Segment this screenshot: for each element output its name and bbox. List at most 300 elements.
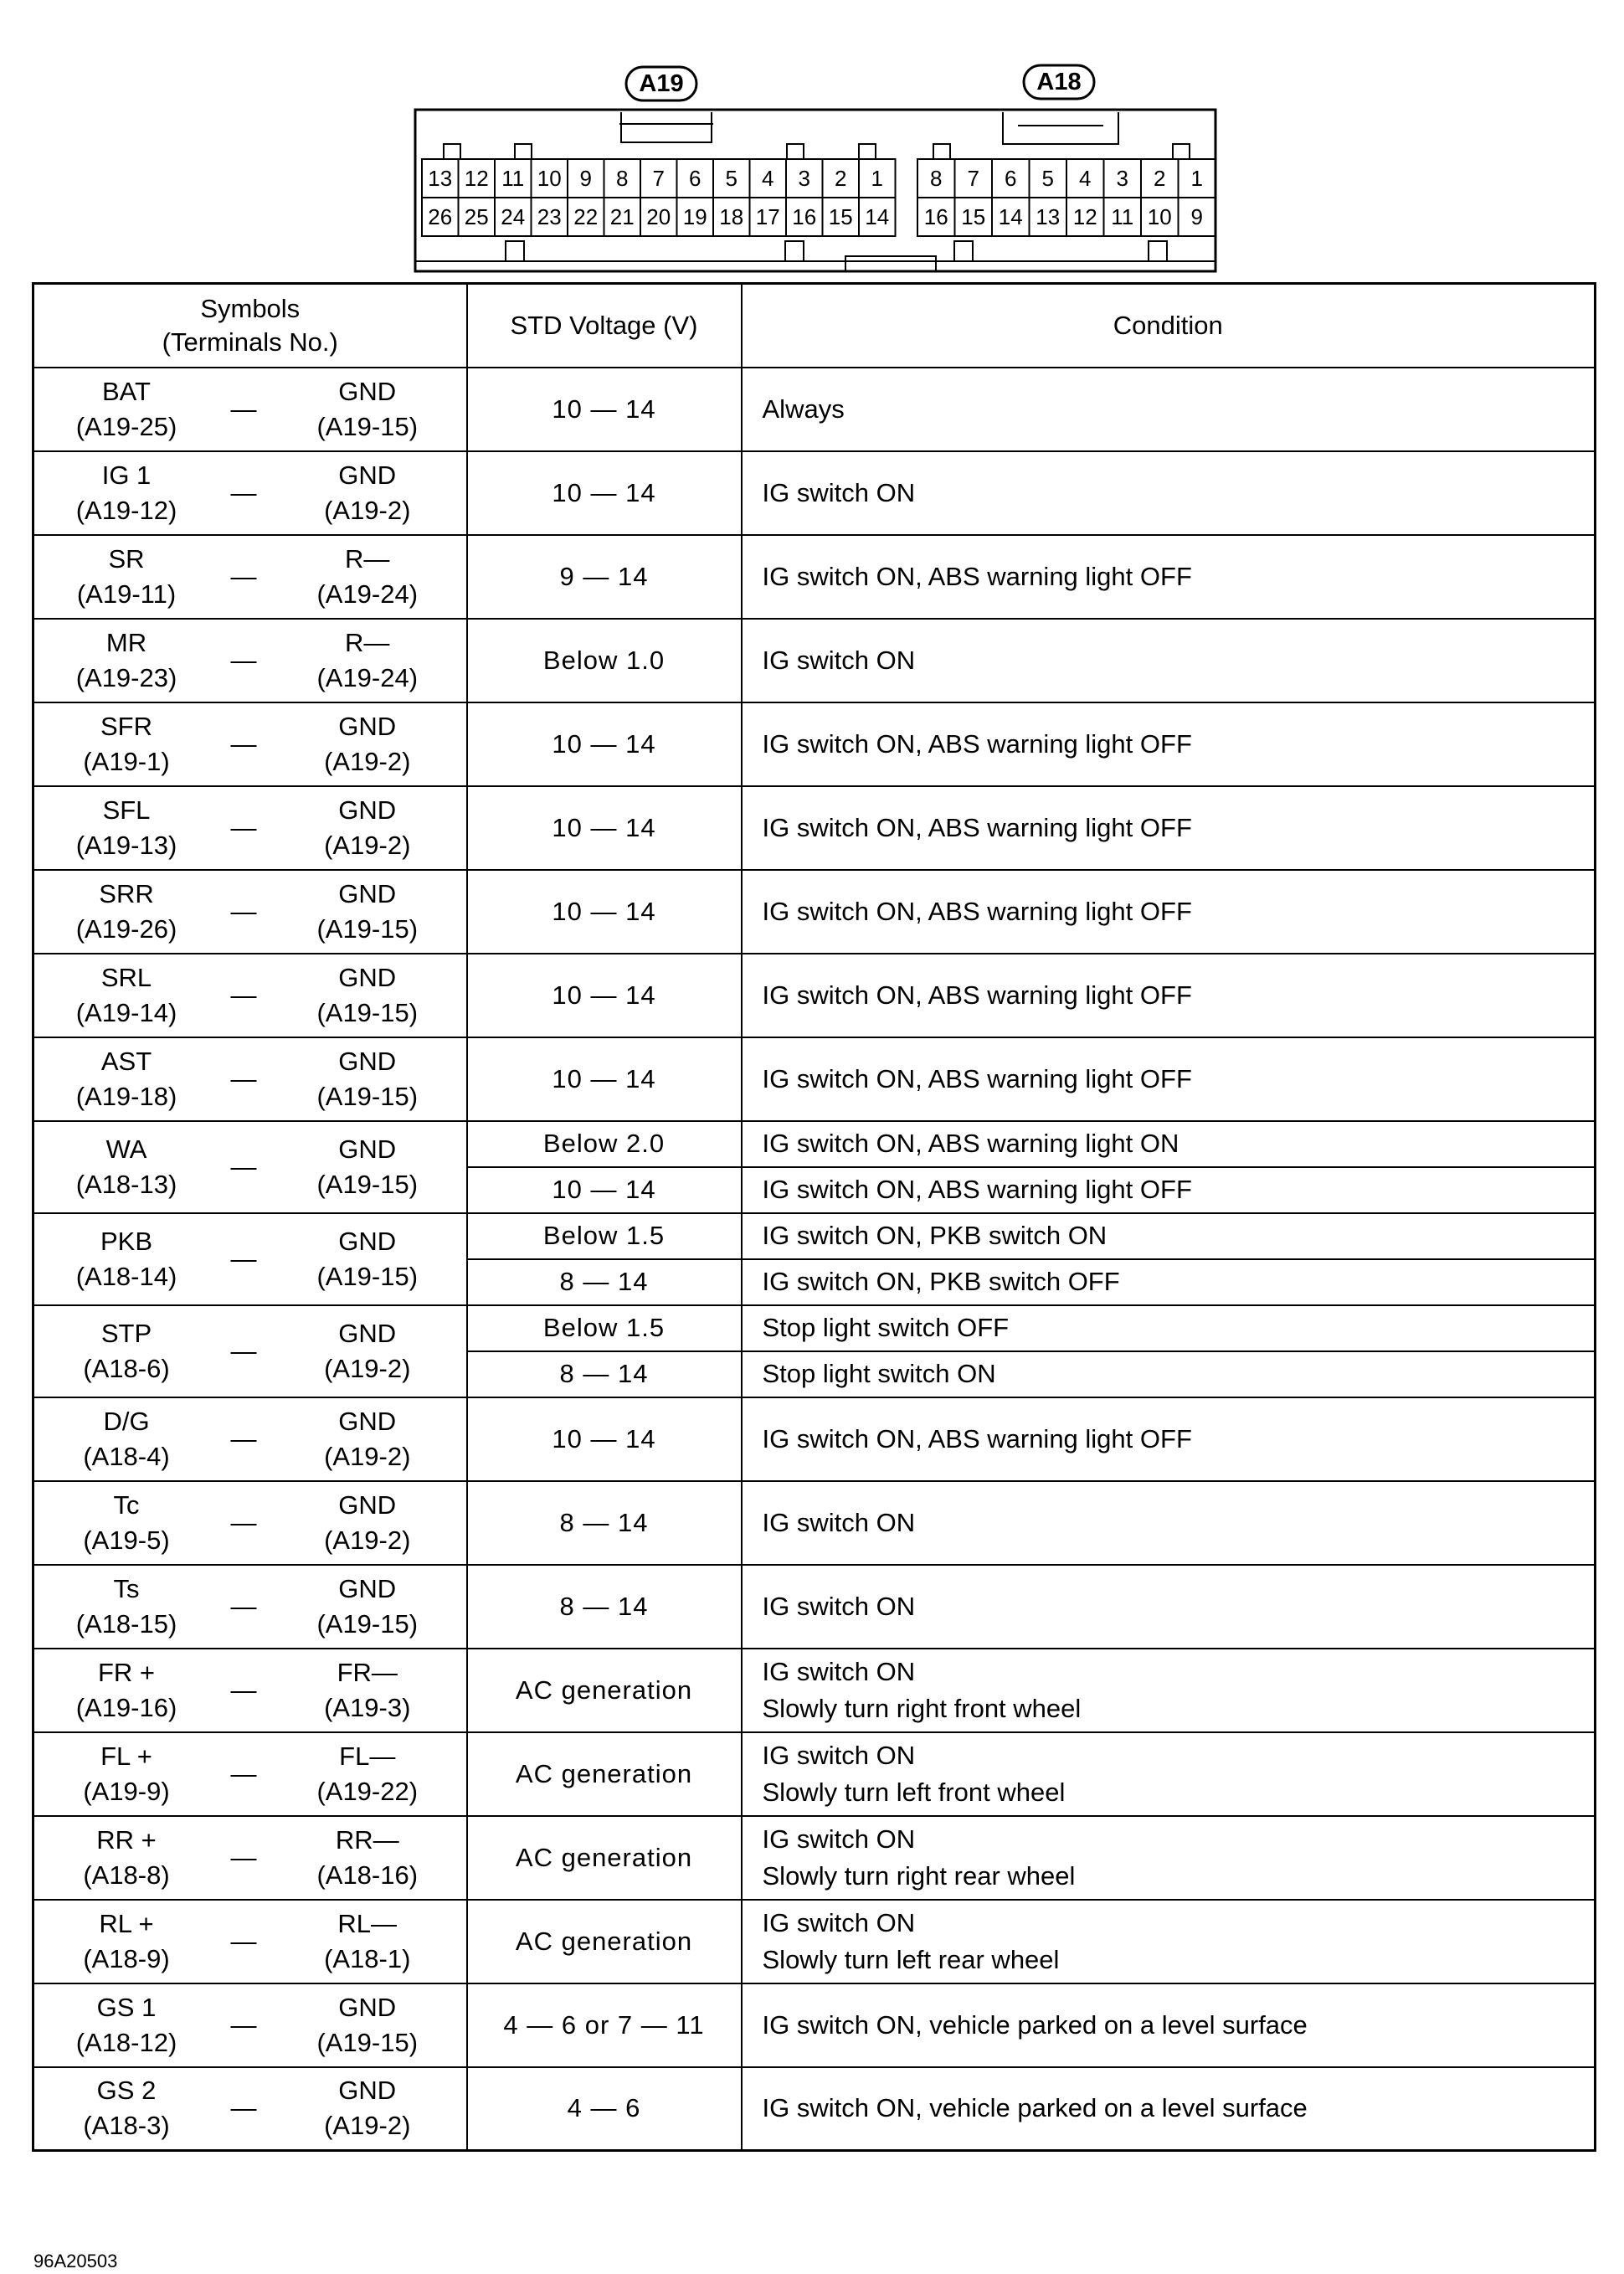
std-voltage: AC generation — [467, 1649, 742, 1732]
std-voltage: 9 — 14 — [467, 535, 742, 619]
symbol-dash: — — [230, 1151, 257, 1181]
condition — [742, 1259, 1596, 1305]
symbol-name: D/G — [103, 1406, 150, 1436]
pin-number: 2 — [835, 166, 847, 191]
std-voltage: 8 — 14 — [467, 1565, 742, 1649]
pin-number: 15 — [828, 204, 853, 229]
terminal-no: (A18-15) — [75, 1608, 177, 1639]
symbol-left — [34, 1044, 218, 1114]
symbol-name: GND — [338, 1226, 397, 1256]
symbol-dash: — — [230, 394, 257, 424]
pin-number: 3 — [798, 166, 810, 191]
figure-code: 96A20503 — [33, 2251, 118, 2271]
symbol-name: Ts — [113, 1573, 140, 1603]
symbol-right — [269, 1739, 466, 1809]
pin-number: 26 — [428, 204, 453, 229]
condition-line: IG switch ON, ABS warning light OFF — [762, 728, 1192, 759]
condition-line: IG switch ON, ABS warning light ON — [762, 1129, 1179, 1158]
table-row — [33, 2067, 1596, 2151]
symbol-right — [269, 1655, 466, 1726]
symbol-name: AST — [100, 1046, 152, 1076]
symbol-name: BAT — [102, 376, 151, 406]
condition — [742, 1900, 1596, 1983]
condition-line: IG switch ON, ABS warning light OFF — [762, 1063, 1192, 1093]
symbol-name: WA — [105, 1134, 147, 1164]
table-row — [33, 1213, 1596, 1259]
pin-number: 20 — [646, 204, 671, 229]
pin-number: 12 — [464, 166, 489, 191]
condition — [742, 619, 1596, 702]
header-std-voltage: STD Voltage (V) — [467, 284, 742, 368]
std-voltage: Below 1.5 — [467, 1213, 742, 1259]
symbol-name: SFL — [102, 795, 151, 825]
symbol-right — [269, 2073, 466, 2143]
terminal-no: (A18-6) — [83, 1353, 170, 1383]
symbol-name: SRL — [100, 962, 152, 992]
symbol-name: GND — [338, 962, 397, 992]
symbol-right — [269, 458, 466, 528]
symbol-left — [34, 2073, 218, 2143]
symbol-left — [34, 709, 218, 779]
table-row — [33, 870, 1596, 954]
symbol-left — [34, 1224, 218, 1294]
symbol-cell — [33, 1481, 467, 1565]
terminal-no: (A19-18) — [75, 1081, 177, 1111]
symbol-right — [269, 1488, 466, 1558]
symbol-cell — [33, 451, 467, 535]
condition-line: IG switch ON, PKB switch ON — [762, 1221, 1108, 1250]
pin-number: 17 — [755, 204, 780, 229]
symbol-dash: — — [230, 1758, 257, 1788]
pin-number: 14 — [998, 204, 1023, 229]
condition-line: Slowly turn right front wheel — [762, 1693, 1082, 1723]
symbol-dash: — — [230, 1243, 257, 1273]
condition — [742, 1167, 1596, 1213]
std-voltage: AC generation — [467, 1816, 742, 1900]
terminal-no: (A19-15) — [316, 1261, 419, 1291]
terminal-no: (A19-2) — [324, 746, 411, 776]
symbol-dash: — — [230, 980, 257, 1010]
symbol-left — [34, 458, 218, 528]
pin-number: 25 — [464, 204, 489, 229]
pin-number: 23 — [537, 204, 562, 229]
table-row — [33, 1900, 1596, 1983]
std-voltage: 8 — 14 — [467, 1351, 742, 1397]
symbol-left — [34, 1572, 218, 1642]
condition — [742, 368, 1596, 451]
pin-number: 6 — [1005, 166, 1017, 191]
symbol-dash: — — [230, 1591, 257, 1621]
terminal-no: (A19-24) — [316, 579, 419, 609]
symbol-cell — [33, 954, 467, 1037]
condition — [742, 451, 1596, 535]
symbol-cell — [33, 1037, 467, 1121]
std-voltage: 10 — 14 — [467, 451, 742, 535]
symbol-cell — [33, 1816, 467, 1900]
std-voltage: Below 1.5 — [467, 1305, 742, 1351]
symbol-left — [34, 1906, 218, 1977]
header-symbols — [33, 284, 467, 368]
table-row — [33, 619, 1596, 702]
symbol-cell — [33, 1305, 467, 1397]
header-symbols-label: Symbols — [200, 293, 301, 323]
symbol-cell — [33, 2067, 467, 2151]
pin-number: 7 — [652, 166, 665, 191]
condition — [742, 1732, 1596, 1816]
symbol-right — [269, 1404, 466, 1474]
pin-number: 24 — [501, 204, 526, 229]
symbol-cell — [33, 1121, 467, 1213]
condition-line: IG switch ON, PKB switch OFF — [762, 1267, 1120, 1296]
pin-number: 5 — [725, 166, 737, 191]
pin-number: 5 — [1041, 166, 1054, 191]
terminal-no: (A19-22) — [316, 1776, 419, 1806]
table-row — [33, 1649, 1596, 1732]
symbol-dash: — — [230, 1063, 257, 1093]
symbol-dash: — — [230, 645, 257, 675]
symbol-name: SRR — [99, 878, 154, 908]
pin-number: 11 — [1111, 204, 1134, 229]
connector-label-a18 — [1024, 65, 1094, 99]
table-row — [33, 368, 1596, 451]
symbol-name: RR + — [96, 1824, 157, 1855]
terminal-no: (A19-1) — [83, 746, 170, 776]
pin-number: 10 — [537, 166, 562, 191]
condition — [742, 954, 1596, 1037]
symbol-right — [269, 1044, 466, 1114]
std-voltage: 10 — 14 — [467, 1037, 742, 1121]
symbol-left — [34, 1132, 218, 1202]
pin-number: 13 — [428, 166, 453, 191]
symbol-dash: — — [230, 1335, 257, 1366]
table-row — [33, 1037, 1596, 1121]
table-header-row — [33, 284, 1596, 368]
terminal-no: (A19-11) — [76, 579, 177, 609]
table-row — [33, 1732, 1596, 1816]
symbol-right — [269, 960, 466, 1031]
terminal-no: (A19-25) — [75, 411, 177, 441]
condition-line: Stop light switch OFF — [762, 1313, 1010, 1342]
condition — [742, 1305, 1596, 1351]
pin-number: 9 — [1190, 204, 1203, 229]
terminal-no: (A19-15) — [316, 1169, 419, 1199]
condition-line: IG switch ON, ABS warning light OFF — [762, 896, 1192, 926]
symbol-name: GND — [338, 2076, 397, 2106]
condition-line: IG switch ON — [762, 1740, 916, 1770]
condition-line: IG switch ON — [762, 1507, 916, 1537]
symbol-name: Tc — [113, 1489, 140, 1520]
pin-number: 14 — [865, 204, 890, 229]
symbol-right — [269, 709, 466, 779]
symbol-left — [34, 960, 218, 1031]
terminal-no: (A18-13) — [75, 1169, 177, 1199]
condition-line: IG switch ON — [762, 1824, 916, 1854]
symbol-name: GND — [338, 1573, 397, 1603]
table-row — [33, 535, 1596, 619]
symbol-name: RR— — [335, 1824, 399, 1855]
symbol-name: GND — [338, 1406, 397, 1436]
std-voltage: 10 — 14 — [467, 368, 742, 451]
connector-label-a19 — [626, 67, 696, 100]
condition-line: Slowly turn left rear wheel — [762, 1944, 1060, 1974]
symbol-left — [34, 877, 218, 947]
symbol-name: GND — [338, 795, 397, 825]
symbol-cell — [33, 1983, 467, 2067]
table-row — [33, 1983, 1596, 2067]
table-row — [33, 1816, 1596, 1900]
pin-number: 12 — [1072, 204, 1097, 229]
symbol-right — [269, 374, 466, 445]
pin-number: 9 — [579, 166, 592, 191]
symbol-name: GND — [338, 1489, 397, 1520]
table-row — [33, 786, 1596, 870]
symbol-cell — [33, 619, 467, 702]
symbol-name: R— — [345, 627, 390, 657]
terminal-no: (A19-2) — [324, 830, 411, 860]
pin-number: 21 — [609, 204, 635, 229]
symbol-name: FL— — [339, 1741, 396, 1771]
condition-line: IG switch ON — [762, 1907, 916, 1937]
terminal-no: (A18-8) — [83, 1860, 170, 1890]
symbol-right — [269, 625, 466, 696]
connector-a19-pins — [422, 159, 896, 236]
pin-number: 7 — [967, 166, 979, 191]
condition-line: IG switch ON — [762, 1591, 916, 1621]
pin-number: 18 — [719, 204, 744, 229]
condition — [742, 2067, 1596, 2151]
terminal-no: (A19-2) — [324, 1353, 411, 1383]
symbol-cell — [33, 1397, 467, 1481]
condition-line: IG switch ON, ABS warning light OFF — [762, 561, 1192, 591]
table-row — [33, 1397, 1596, 1481]
symbol-dash: — — [230, 2009, 257, 2040]
header-terminals-label: (Terminals No.) — [162, 327, 338, 357]
symbol-cell — [33, 1565, 467, 1649]
symbol-name: GND — [338, 1134, 397, 1164]
terminal-no: (A19-3) — [324, 1692, 411, 1722]
table-row — [33, 451, 1596, 535]
symbol-left — [34, 793, 218, 863]
pin-number: 15 — [961, 204, 986, 229]
condition-line: IG switch ON, vehicle parked on a level surface — [762, 2093, 1308, 2123]
terminal-no: (A19-2) — [324, 1525, 411, 1555]
std-voltage: 8 — 14 — [467, 1259, 742, 1305]
symbol-left — [34, 1823, 218, 1893]
condition — [742, 1351, 1596, 1397]
symbol-name: RL— — [337, 1908, 398, 1938]
condition — [742, 1481, 1596, 1565]
condition — [742, 1816, 1596, 1900]
terminal-no: (A19-26) — [75, 913, 177, 944]
table-row — [33, 1565, 1596, 1649]
symbol-dash: — — [230, 1423, 257, 1453]
terminal-no: (A19-15) — [316, 1608, 419, 1639]
symbol-name: RL + — [99, 1908, 154, 1938]
terminal-no: (A19-5) — [83, 1525, 170, 1555]
terminal-no: (A18-1) — [324, 1943, 411, 1973]
symbol-left — [34, 1990, 218, 2060]
connector-housing — [415, 110, 1215, 271]
symbol-right — [269, 1906, 466, 1977]
condition — [742, 1649, 1596, 1732]
symbol-dash: — — [230, 2093, 257, 2123]
std-voltage: 10 — 14 — [467, 954, 742, 1037]
symbol-right — [269, 1132, 466, 1202]
symbol-cell — [33, 1732, 467, 1816]
symbol-left — [34, 1404, 218, 1474]
table-row — [33, 1481, 1596, 1565]
pin-number: 4 — [1079, 166, 1092, 191]
condition — [742, 1037, 1596, 1121]
symbol-left — [34, 542, 218, 612]
condition-line: IG switch ON, ABS warning light OFF — [762, 980, 1192, 1010]
pin-number: 22 — [573, 204, 599, 229]
symbol-cell — [33, 1900, 467, 1983]
symbol-right — [269, 1572, 466, 1642]
symbol-right — [269, 542, 466, 612]
symbol-dash: — — [230, 812, 257, 842]
pin-number: 19 — [682, 204, 707, 229]
terminal-no: (A19-15) — [316, 997, 419, 1027]
symbol-cell — [33, 786, 467, 870]
condition-line: Always — [762, 394, 845, 424]
pin-number: 16 — [792, 204, 817, 229]
symbol-left — [34, 374, 218, 445]
condition — [742, 1121, 1596, 1167]
pin-number: 8 — [930, 166, 943, 191]
symbol-name: FR + — [97, 1657, 156, 1687]
condition-line: IG switch ON — [762, 1656, 916, 1686]
connector-diagram — [0, 0, 1624, 276]
condition — [742, 1397, 1596, 1481]
terminal-no: (A19-24) — [316, 662, 419, 692]
table-row — [33, 1121, 1596, 1167]
std-voltage: 4 — 6 or 7 — 11 — [467, 1983, 742, 2067]
terminal-no: (A19-2) — [324, 2111, 411, 2141]
symbol-dash: — — [230, 1842, 257, 1872]
symbol-name: IG 1 — [101, 460, 152, 490]
symbol-cell — [33, 702, 467, 786]
std-voltage: 10 — 14 — [467, 702, 742, 786]
std-voltage: 10 — 14 — [467, 870, 742, 954]
pin-number: 3 — [1116, 166, 1128, 191]
symbol-name: PKB — [100, 1226, 153, 1256]
condition — [742, 1213, 1596, 1259]
std-voltage: 4 — 6 — [467, 2067, 742, 2151]
symbol-name: GND — [338, 460, 397, 490]
condition-line: IG switch ON, vehicle parked on a level surface — [762, 2009, 1308, 2040]
terminal-no: (A18-14) — [75, 1261, 177, 1291]
symbol-name: GS 1 — [96, 1992, 157, 2022]
std-voltage: 8 — 14 — [467, 1481, 742, 1565]
condition — [742, 870, 1596, 954]
terminal-no: (A19-2) — [324, 1441, 411, 1471]
symbol-name: GND — [338, 711, 397, 741]
pin-number: 8 — [616, 166, 629, 191]
symbol-right — [269, 1224, 466, 1294]
symbol-name: SR — [108, 543, 145, 574]
symbol-right — [269, 877, 466, 947]
terminal-no: (A19-16) — [75, 1692, 177, 1722]
pin-number: 16 — [923, 204, 948, 229]
pin-number: 4 — [762, 166, 774, 191]
condition-line: Slowly turn left front wheel — [762, 1777, 1066, 1807]
symbol-name: GND — [338, 376, 397, 406]
condition — [742, 1565, 1596, 1649]
terminal-no: (A19-15) — [316, 411, 419, 441]
table-row — [33, 954, 1596, 1037]
pin-number: 1 — [871, 166, 883, 191]
condition-line: IG switch ON — [762, 477, 916, 507]
symbol-cell — [33, 368, 467, 451]
pin-number: 11 — [501, 166, 525, 191]
connector-a18-pins — [917, 159, 1215, 236]
terminal-no: (A18-12) — [75, 2027, 177, 2057]
pin-number: 6 — [689, 166, 702, 191]
terminal-no: (A19-15) — [316, 2027, 419, 2057]
symbol-name: R— — [345, 543, 390, 574]
symbol-name: GND — [338, 1318, 397, 1348]
condition — [742, 786, 1596, 870]
condition — [742, 1983, 1596, 2067]
std-voltage: AC generation — [467, 1732, 742, 1816]
condition — [742, 702, 1596, 786]
condition-line: Slowly turn right rear wheel — [762, 1860, 1076, 1891]
terminal-no: (A19-13) — [75, 830, 177, 860]
terminal-no: (A19-15) — [316, 1081, 419, 1111]
symbol-cell — [33, 1213, 467, 1305]
symbol-right — [269, 1990, 466, 2060]
pin-number: 13 — [1036, 204, 1061, 229]
symbol-name: GND — [338, 878, 397, 908]
condition-line: Stop light switch ON — [762, 1359, 996, 1388]
symbol-dash: — — [230, 561, 257, 591]
symbol-name: STP — [100, 1318, 152, 1348]
condition-line: IG switch ON, ABS warning light OFF — [762, 1175, 1192, 1204]
symbol-cell — [33, 1649, 467, 1732]
condition-line: IG switch ON, ABS warning light OFF — [762, 812, 1192, 842]
symbol-dash: — — [230, 1926, 257, 1956]
symbol-name: GND — [338, 1046, 397, 1076]
std-voltage: Below 1.0 — [467, 619, 742, 702]
std-voltage: 10 — 14 — [467, 1397, 742, 1481]
symbol-name: FL + — [100, 1741, 152, 1771]
symbol-right — [269, 793, 466, 863]
condition-line: IG switch ON — [762, 645, 916, 675]
symbol-left — [34, 1655, 218, 1726]
condition — [742, 535, 1596, 619]
pin-number: 10 — [1147, 204, 1172, 229]
terminal-no: (A19-23) — [75, 662, 177, 692]
pin-number: 2 — [1154, 166, 1166, 191]
connector-label-a19-text: A19 — [639, 70, 684, 97]
symbol-dash: — — [230, 1675, 257, 1705]
terminal-no: (A19-14) — [75, 997, 177, 1027]
pin-number: 1 — [1190, 166, 1203, 191]
terminal-no: (A19-9) — [83, 1776, 170, 1806]
symbol-name: FR— — [337, 1657, 398, 1687]
terminal-no: (A19-12) — [75, 495, 177, 525]
symbol-dash: — — [230, 477, 257, 507]
table-row — [33, 702, 1596, 786]
symbol-dash: — — [230, 896, 257, 926]
terminal-no: (A19-15) — [316, 913, 419, 944]
terminal-no: (A18-4) — [83, 1441, 170, 1471]
symbol-left — [34, 1739, 218, 1809]
symbol-name: GND — [338, 1992, 397, 2022]
symbol-cell — [33, 870, 467, 954]
symbol-left — [34, 1316, 218, 1387]
